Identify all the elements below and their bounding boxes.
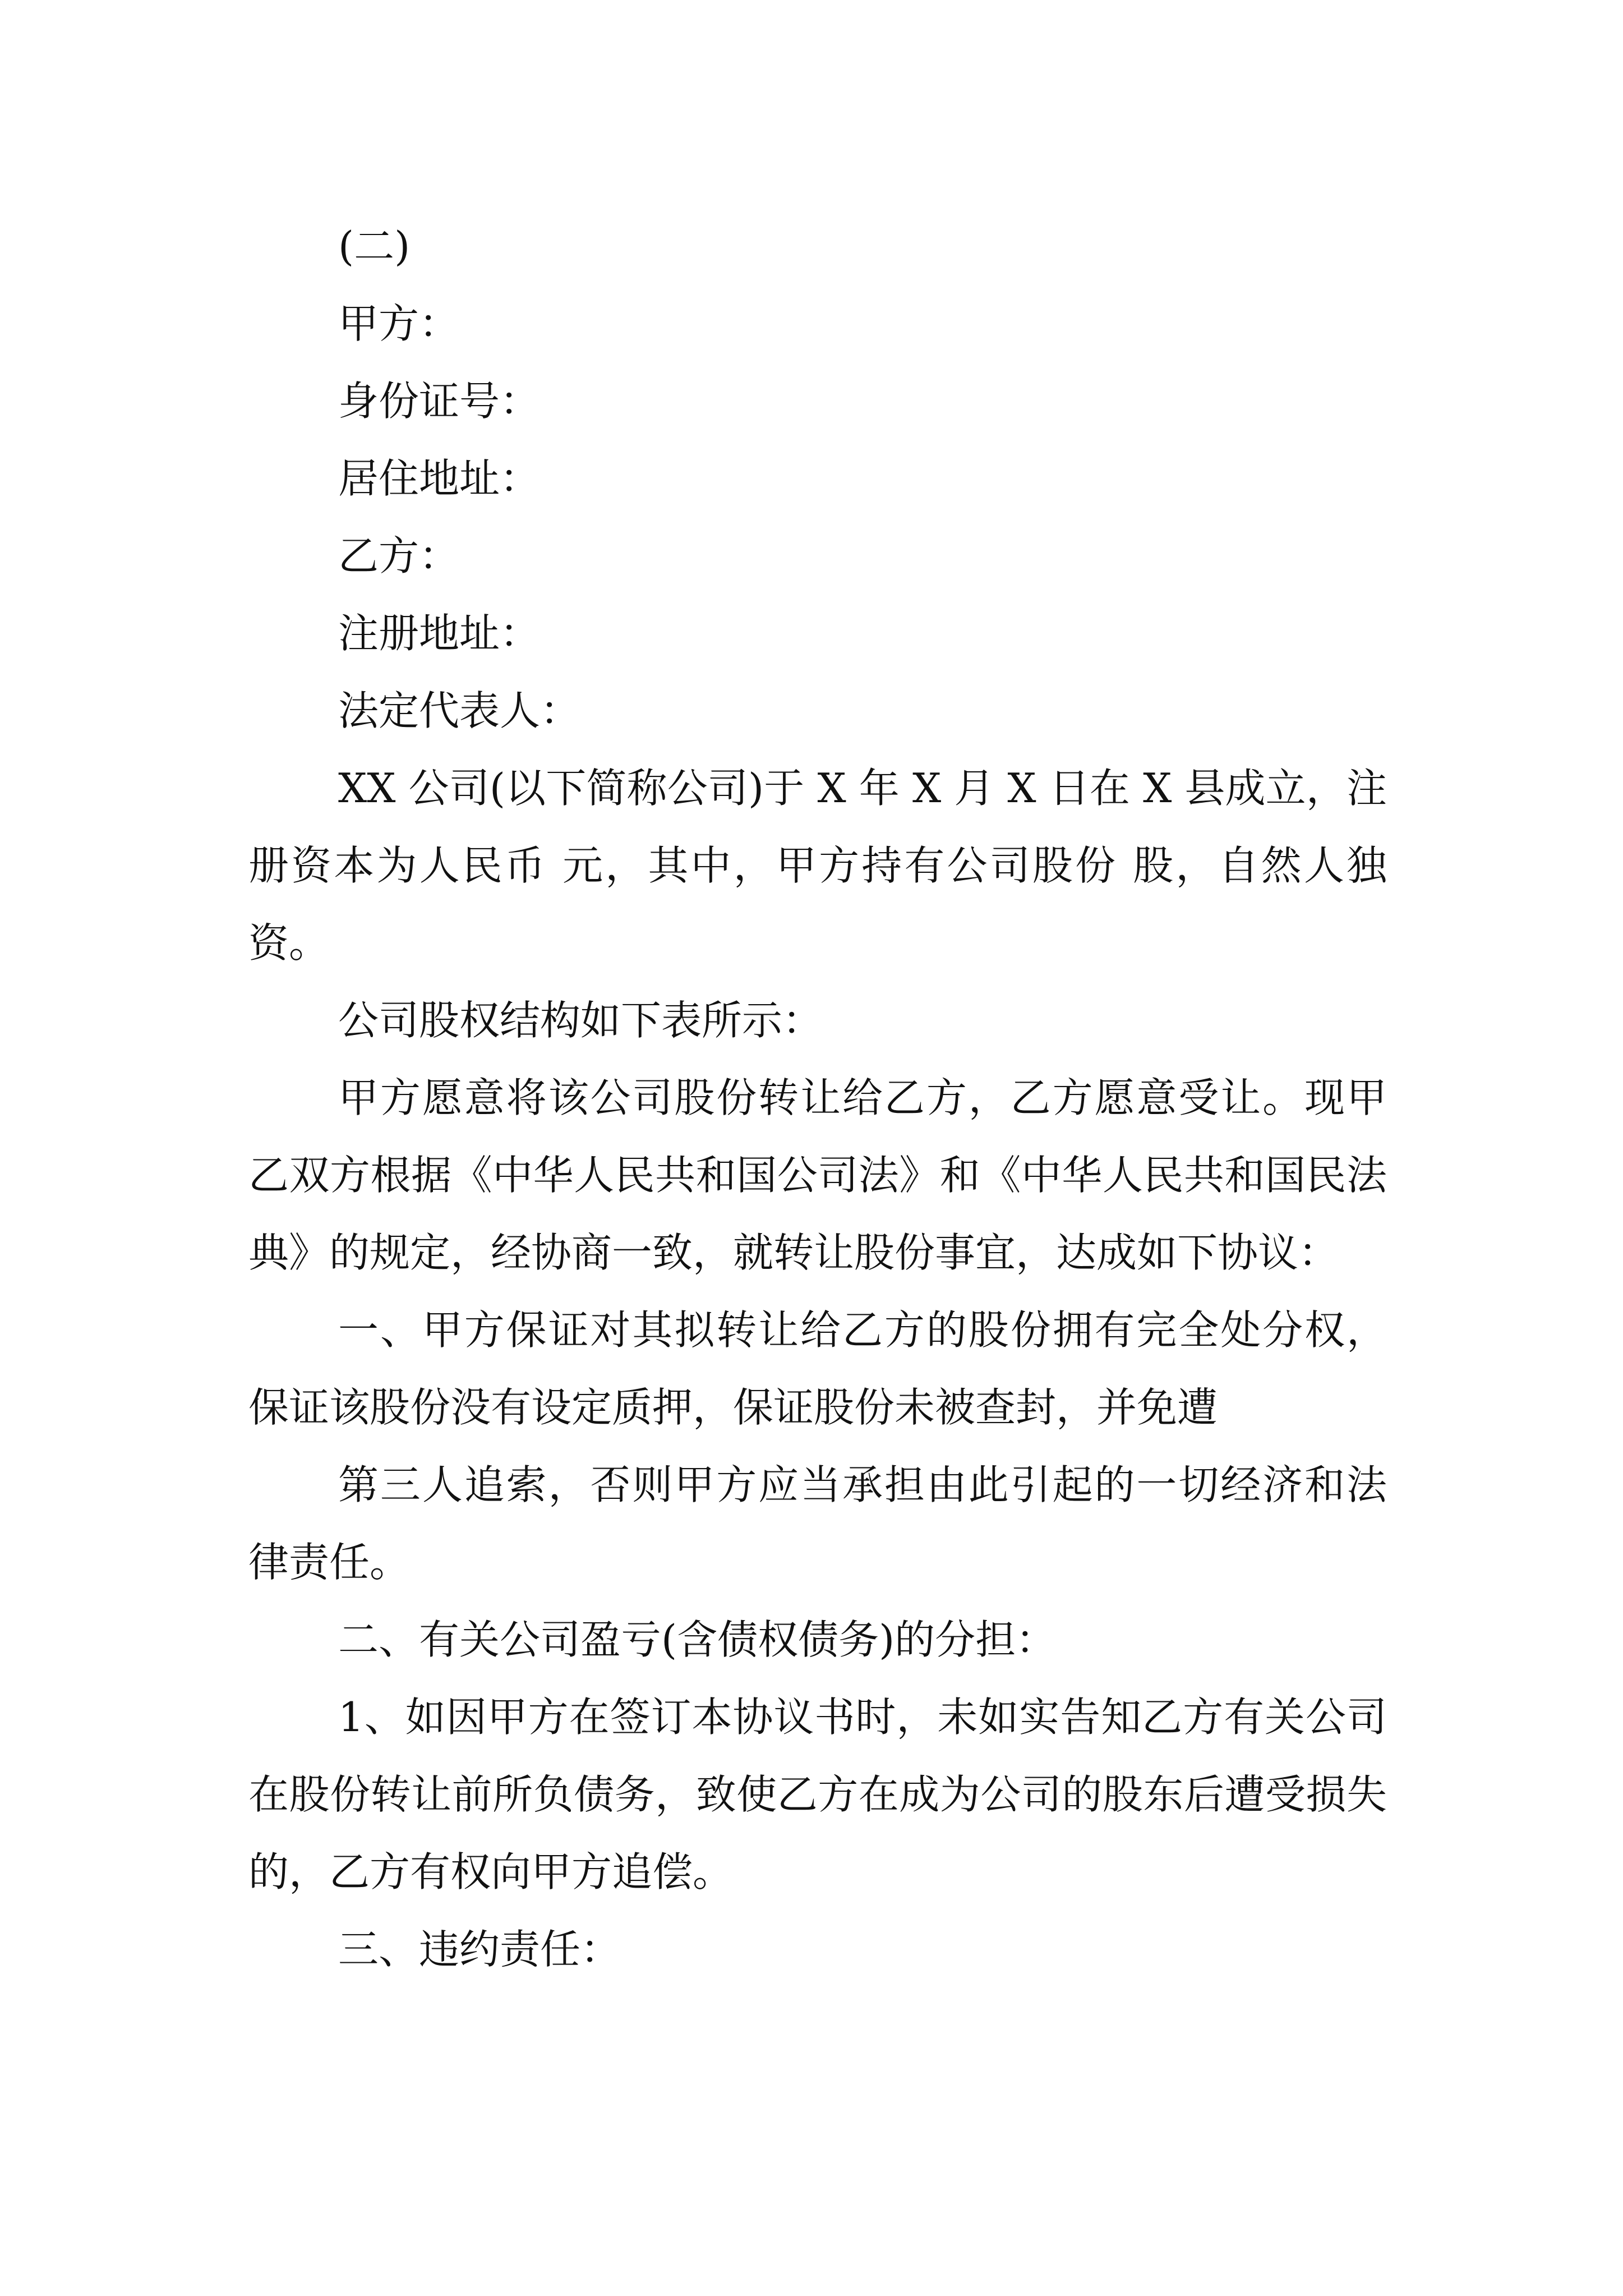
- clause-1-paragraph: 一、甲方保证对其拟转让给乙方的股份拥有完全处分权，保证该股份没有设定质押，保证股份未被查封，并免遭: [248, 1306, 1387, 1431]
- residence-address-label: 居住地址：: [338, 455, 541, 502]
- clause-2-heading: 二、有关公司盈亏(含债权债务)的分担：: [338, 1616, 1057, 1663]
- id-number-label: 身份证号：: [338, 378, 541, 425]
- party-a-label: 甲方：: [338, 300, 460, 347]
- section-number: (二): [338, 223, 411, 270]
- clause-2-item-1-paragraph: 1、如因甲方在签订本协议书时，未如实告知乙方有关公司在股份转让前所负债务，致使乙方在成为公司的股东后遭受损失的，乙方有权向甲方追偿。: [248, 1694, 1387, 1895]
- clause-3-heading: 三、违约责任：: [338, 1926, 621, 1973]
- equity-structure-paragraph: 公司股权结构如下表所示：: [338, 997, 823, 1044]
- party-b-label: 乙方：: [338, 532, 460, 579]
- document-body: [248, 208, 1387, 1988]
- agreement-intent-paragraph: 甲方愿意将该公司股份转让给乙方，乙方愿意受让。现甲乙双方根据《中华人民共和国公司法》和《中华人民共和国民法典》的规定，经协商一致，就转让股份事宜，达成如下协议：: [248, 1074, 1387, 1276]
- registered-address-label: 注册地址：: [338, 610, 541, 657]
- legal-representative-label: 法定代表人：: [338, 687, 581, 734]
- company-intro-paragraph: XX 公司(以下简称公司)于 X 年 X 月 X 日在 X 县成立，注册资本为人民币 元，其中，甲方持有公司股份 股，自然人独资。: [248, 765, 1387, 967]
- clause-1-continued-paragraph: 第三人追索，否则甲方应当承担由此引起的一切经济和法律责任。: [248, 1461, 1387, 1586]
